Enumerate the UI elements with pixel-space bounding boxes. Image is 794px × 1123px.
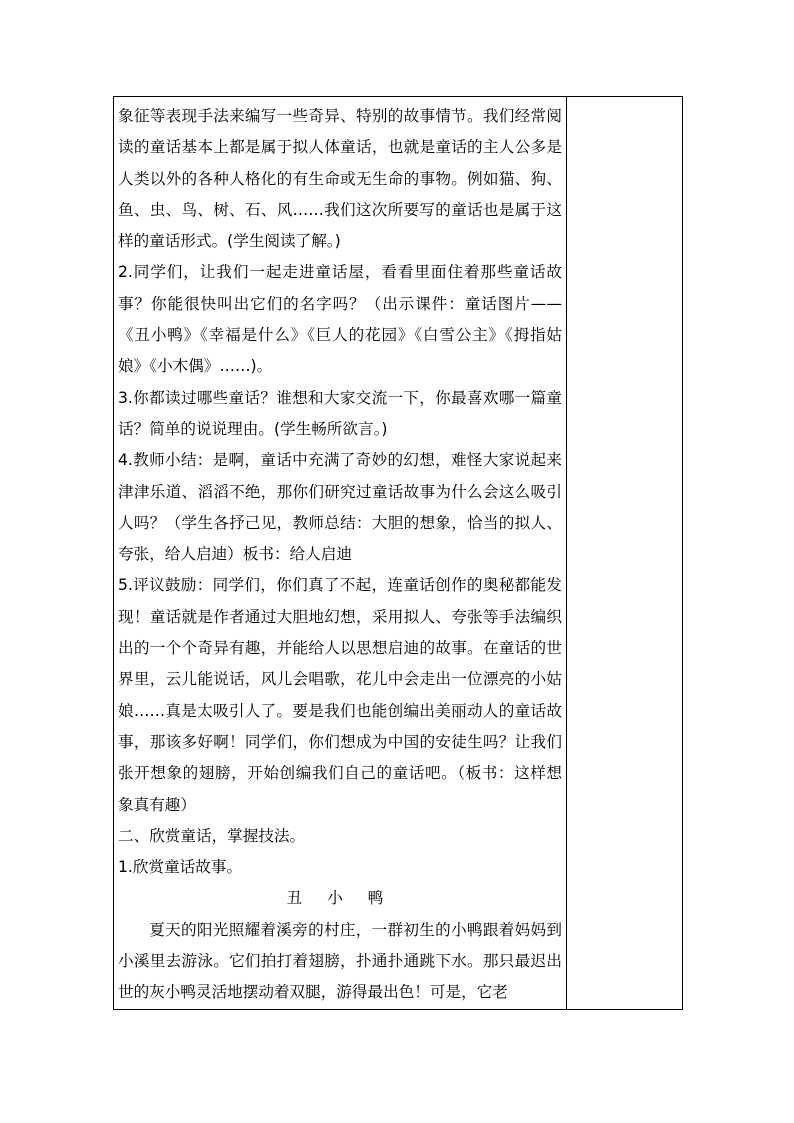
notes-column-cell — [567, 97, 683, 1010]
paragraph-sub-1: 1.欣赏童话故事。 — [118, 858, 243, 877]
story-title: 丑 小 鸭 — [286, 889, 394, 908]
table-row — [114, 97, 683, 1010]
paragraph-intro-continued: 象征等表现手法来编写一些奇异、特别的故事情节。我们经常阅读的童话基本上都是属于拟人体童话，也就是童话的主人公多是人类以外的各种人格化的有生命或无生命的事物。例如猫、狗、鱼、虫、鸟、树、石、风……我们这次所要写的童话也是属于这样的童话形式。(学生阅读了解。) — [118, 107, 562, 251]
paragraph-step-2: 2.同学们，让我们一起走进童话屋，看看里面住着那些童话故事？你能很快叫出它们的名字吗？（出示课件：童话图片——《丑小鸭》《幸福是什么》《巨人的花园》《白雪公主》《拇指姑娘》《小木偶》……)。 — [118, 263, 562, 376]
story-paragraph: 夏天的阳光照耀着溪旁的村庄，一群初生的小鸭跟着妈妈到小溪里去游泳。它们拍打着翅膀，扑通扑通跳下水。那只最迟出世的灰小鸭灵活地摆动着双腿，游得最出色！可是，它老 — [118, 920, 562, 1002]
main-content-cell — [114, 97, 567, 1010]
lesson-plan-table — [113, 96, 683, 1010]
paragraph-step-4: 4.教师小结：是啊，童话中充满了奇妙的幻想，难怪大家说起来津津乐道、滔滔不绝，那你们研究过童话故事为什么会这么吸引人吗？（学生各抒己见，教师总结：大胆的想象，恰当的拟人、夸张，给人启迪）板书：给人启迪 — [118, 451, 562, 564]
section-heading-2: 二、欣赏童话，掌握技法。 — [118, 826, 306, 845]
lesson-text — [114, 97, 566, 1009]
paragraph-step-5: 5.评议鼓励：同学们，你们真了不起，连童话创作的奥秘都能发现！童话就是作者通过大胆地幻想，采用拟人、夸张等手法编织出的一个个奇异有趣，并能给人以思想启迪的故事。在童话的世界里，云儿能说话，风儿会唱歌，花儿中会走出一位漂亮的小姑娘……真是太吸引人了。要是我们也能创编出美丽动人的童话故事，那该多好啊！同学们，你们想成为中国的安徒生吗？让我们张开想象的翅膀，开始创编我们自己的童话吧。（板书：这样想象真有趣） — [118, 576, 562, 814]
paragraph-step-3: 3.你都读过哪些童话？谁想和大家交流一下，你最喜欢哪一篇童话？简单的说说理由。(学生畅所欲言。) — [118, 388, 562, 438]
